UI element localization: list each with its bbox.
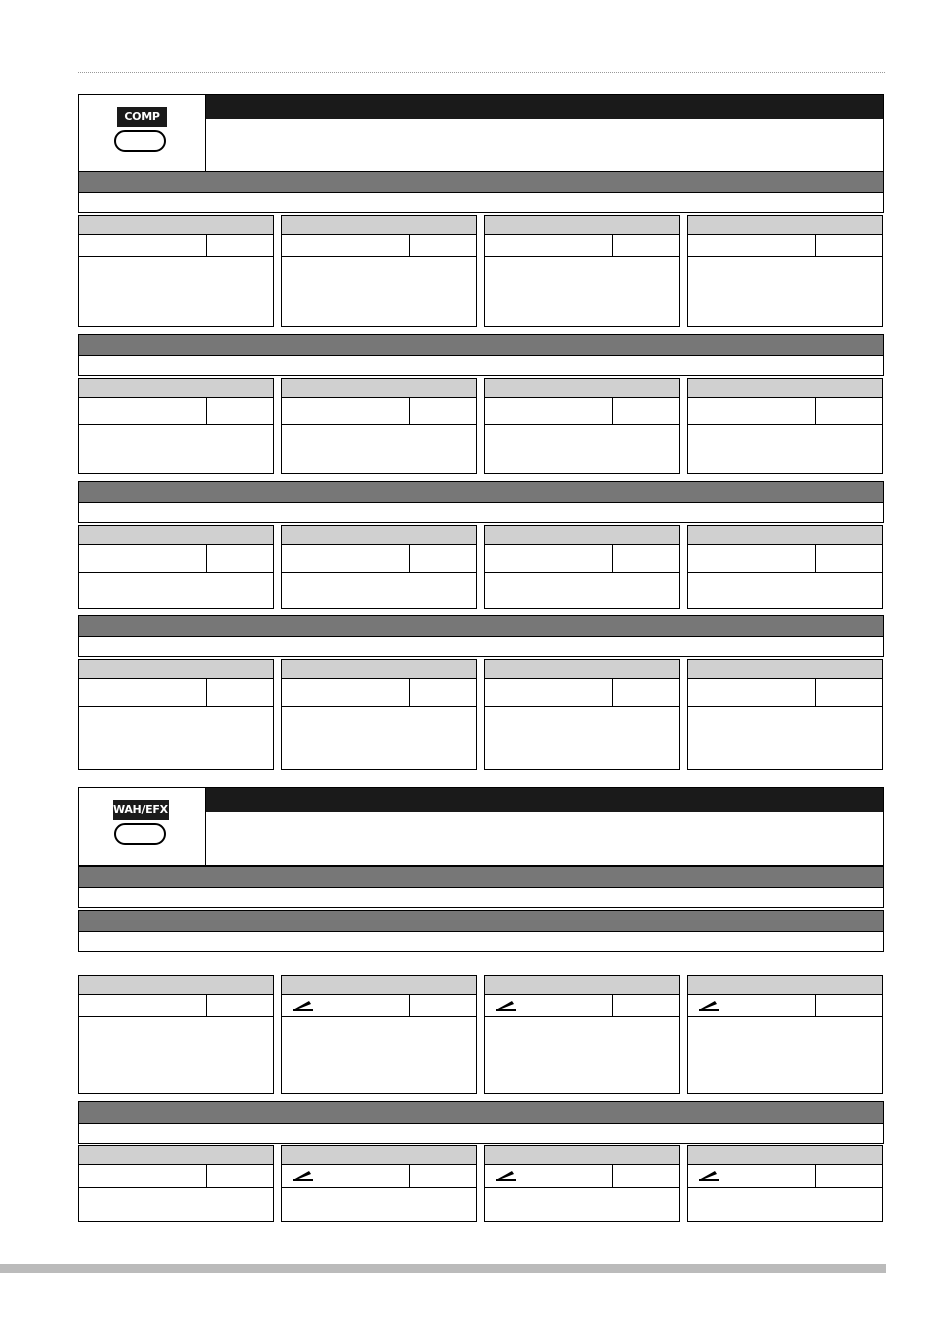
param-description	[78, 1017, 274, 1094]
param-description	[484, 573, 680, 609]
param-name-row	[281, 545, 477, 573]
param-description	[484, 707, 680, 770]
comp-effect-3-params	[78, 525, 884, 609]
param-column	[687, 525, 883, 609]
comp-effect-1-bar	[78, 171, 884, 193]
param-column	[78, 659, 274, 770]
expression-pedal-icon	[495, 1169, 517, 1182]
wah-effect-3-bar	[78, 1101, 884, 1124]
param-description	[484, 1188, 680, 1222]
param-header	[281, 378, 477, 398]
param-header	[78, 659, 274, 679]
param-name-row	[281, 1165, 477, 1188]
param-header	[484, 1145, 680, 1165]
param-name-row	[484, 235, 680, 257]
param-name-row	[687, 398, 883, 425]
param-description	[281, 707, 477, 770]
param-description	[78, 573, 274, 609]
param-description	[281, 1188, 477, 1222]
param-column	[484, 659, 680, 770]
wah-footswitch-icon-box	[79, 788, 206, 865]
param-header	[484, 525, 680, 545]
param-column	[687, 975, 883, 1094]
param-column	[484, 525, 680, 609]
param-name-row	[687, 679, 883, 707]
wah-module-header	[78, 787, 884, 866]
param-name-row	[484, 679, 680, 707]
param-description	[687, 1017, 883, 1094]
param-header	[484, 215, 680, 235]
param-column	[484, 1145, 680, 1222]
comp-effect-2-bar	[78, 334, 884, 356]
param-header	[78, 378, 274, 398]
wah-effect-1-description	[78, 888, 884, 908]
param-name-row	[687, 235, 883, 257]
param-description	[687, 425, 883, 474]
param-header	[78, 525, 274, 545]
param-name-row	[78, 398, 274, 425]
param-name-row	[78, 545, 274, 573]
param-header	[281, 659, 477, 679]
param-column	[78, 1145, 274, 1222]
param-column	[78, 975, 274, 1094]
param-header	[78, 975, 274, 995]
comp-module-header	[78, 94, 884, 172]
wah-effect-2-description	[78, 932, 884, 952]
comp-effect-1-params	[78, 215, 884, 327]
param-column	[281, 215, 477, 327]
comp-effect-4-description	[78, 637, 884, 657]
param-column	[484, 215, 680, 327]
param-name-row	[78, 1165, 274, 1188]
param-header	[687, 975, 883, 995]
wah-effect-2-bar	[78, 910, 884, 932]
param-column	[687, 215, 883, 327]
param-description	[78, 707, 274, 770]
wah-module-tag: WAH/EFX1	[113, 800, 169, 820]
param-column	[281, 975, 477, 1094]
param-name-row	[78, 995, 274, 1017]
param-header	[281, 1145, 477, 1165]
param-description	[281, 257, 477, 327]
wah-effect-3-params	[78, 1145, 884, 1222]
footer-bar	[0, 1264, 886, 1273]
param-name-row	[281, 235, 477, 257]
param-description	[484, 1017, 680, 1094]
param-column	[687, 659, 883, 770]
comp-module-tag: COMP	[117, 107, 167, 127]
param-description	[281, 1017, 477, 1094]
param-header	[687, 1145, 883, 1165]
param-description	[78, 425, 274, 474]
comp-effect-4-params	[78, 659, 884, 770]
param-name-row	[78, 235, 274, 257]
comp-effect-2-description	[78, 356, 884, 376]
param-description	[484, 425, 680, 474]
expression-pedal-icon	[698, 999, 720, 1012]
param-header	[687, 378, 883, 398]
param-name-row	[484, 995, 680, 1017]
param-column	[281, 378, 477, 474]
param-name-row	[484, 1165, 680, 1188]
param-description	[687, 257, 883, 327]
param-header	[281, 215, 477, 235]
param-description	[281, 573, 477, 609]
param-header	[78, 215, 274, 235]
param-description	[687, 573, 883, 609]
param-column	[78, 525, 274, 609]
param-header	[484, 659, 680, 679]
param-header	[281, 525, 477, 545]
param-name-row	[484, 398, 680, 425]
wah-effect-params	[78, 975, 884, 1094]
param-name-row	[281, 398, 477, 425]
param-name-row	[78, 679, 274, 707]
comp-effect-4-bar	[78, 615, 884, 637]
param-column	[78, 215, 274, 327]
comp-title-bar	[206, 95, 883, 119]
footswitch-icon	[114, 823, 166, 845]
header-dotted-rule	[78, 72, 885, 73]
param-column	[281, 1145, 477, 1222]
comp-effect-1-description	[78, 193, 884, 213]
expression-pedal-icon	[495, 999, 517, 1012]
param-column	[78, 378, 274, 474]
param-header	[281, 975, 477, 995]
param-name-row	[687, 995, 883, 1017]
comp-footswitch-icon-box	[79, 95, 206, 171]
param-description	[281, 425, 477, 474]
param-name-row	[687, 1165, 883, 1188]
param-header	[78, 1145, 274, 1165]
expression-pedal-icon	[292, 1169, 314, 1182]
param-description	[687, 1188, 883, 1222]
param-header	[687, 525, 883, 545]
expression-pedal-icon	[292, 999, 314, 1012]
param-description	[687, 707, 883, 770]
wah-effect-1-bar	[78, 866, 884, 888]
param-header	[484, 975, 680, 995]
param-header	[484, 378, 680, 398]
param-description	[78, 1188, 274, 1222]
param-name-row	[484, 545, 680, 573]
param-description	[78, 257, 274, 327]
comp-effect-3-bar	[78, 481, 884, 503]
param-column	[281, 659, 477, 770]
param-name-row	[281, 679, 477, 707]
comp-effect-2-params	[78, 378, 884, 474]
wah-title-bar	[206, 788, 883, 812]
wah-effect-3-description	[78, 1124, 884, 1144]
footswitch-icon	[114, 130, 166, 152]
param-name-row	[281, 995, 477, 1017]
param-header	[687, 659, 883, 679]
param-name-row	[687, 545, 883, 573]
param-column	[484, 975, 680, 1094]
expression-pedal-icon	[698, 1169, 720, 1182]
param-column	[281, 525, 477, 609]
param-header	[687, 215, 883, 235]
param-column	[687, 1145, 883, 1222]
param-description	[484, 257, 680, 327]
param-column	[484, 378, 680, 474]
comp-effect-3-description	[78, 503, 884, 523]
param-column	[687, 378, 883, 474]
